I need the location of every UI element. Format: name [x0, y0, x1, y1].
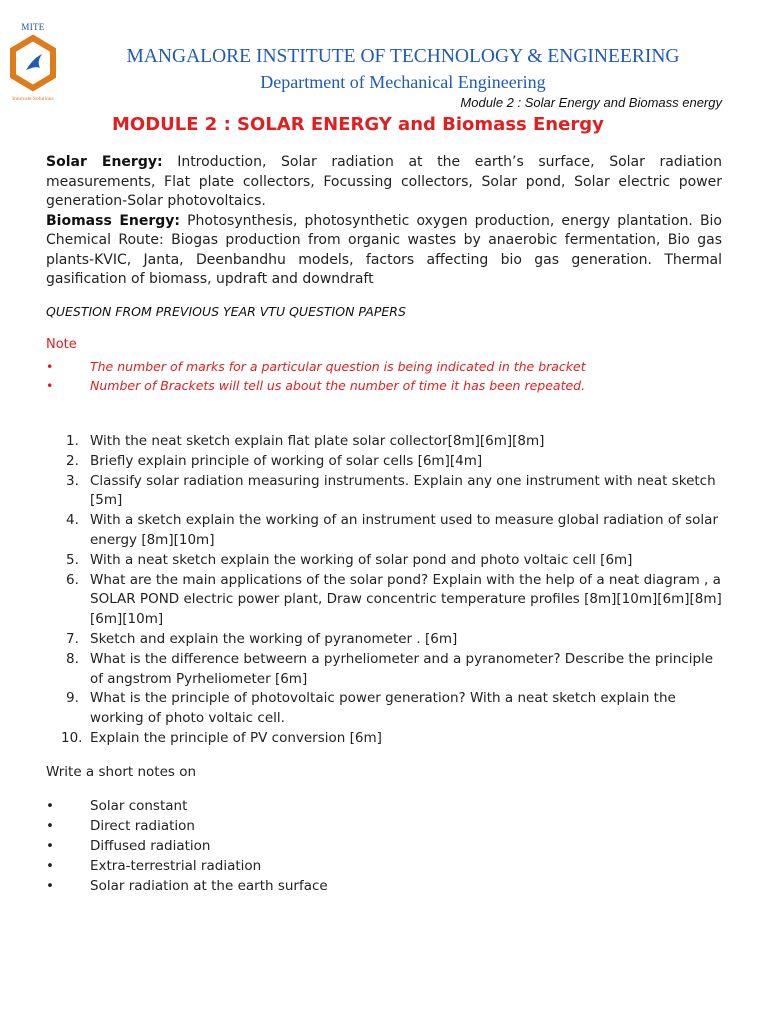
question-item: 6. What are the main applications of the solar pond? Explain with the help of a neat diagram , a SOLAR POND electric power plant, Draw concentric temperature profiles [8m][10m][6m][8m][6m][10m] — [66, 571, 722, 628]
note-list — [46, 357, 706, 395]
question-item: 2. Briefly explain principle of working of solar cells [6m][4m] — [66, 452, 483, 469]
bullet: • — [46, 878, 54, 894]
bullet: • — [46, 858, 54, 874]
biomass-energy-label: Biomass Energy: — [46, 212, 180, 229]
solar-energy-text: Introduction, Solar radiation at the earth’s surface, Solar radiation measurements, Flat plate collectors, Focussing collectors, Solar pond, Solar electric power generation-Solar photovoltaics. — [46, 154, 722, 209]
biomass-energy-paragraph — [46, 212, 722, 290]
question-item: 4. With a sketch explain the working of an instrument used to measure global radiation of solar energy [8m][10m] — [66, 512, 719, 548]
question-item: 1. With the neat sketch explain flat plate solar collector[8m][6m][8m] — [66, 433, 545, 449]
solar-energy-paragraph — [46, 153, 722, 212]
bullet: • — [46, 798, 54, 814]
hexagon-bird-icon — [8, 34, 58, 94]
question-item: 9. What is the principle of photovoltaic power generation? With a neat sketch explain the working of photo voltaic cell. — [66, 690, 676, 727]
solar-energy-label: Solar Energy: — [46, 154, 163, 170]
short-note-item: • Direct radiation — [46, 818, 195, 834]
question-item: 8. What is the difference betweern a pyrheliometer and a pyranometer? Describe the principle of angstrom Pyrheliometer [6m] — [66, 650, 714, 687]
department-name: Department of Mechanical Engineering — [260, 72, 546, 92]
biomass-energy-text: Photosynthesis, photosynthetic oxygen production, energy plantation. Bio Chemical Route: Biogas production from organic wastes by anaerobic fermentation, Bio gas plants-KVIC, Janta, Deenbandhu models, factors affecting bio gas generation. Thermal gasification of biomass, updraft and downdraft — [46, 212, 723, 287]
question-item: 7. Sketch and explain the working of pyranometer . [6m] — [66, 630, 458, 647]
note-label: Note — [46, 337, 77, 352]
note-item: • The number of marks for a particular question is being indicated in the bracket — [46, 359, 586, 374]
note-item: • Number of Brackets will tell us about the number of time it has been repeated. — [46, 378, 586, 393]
short-notes-list — [46, 796, 646, 896]
short-notes-heading: Write a short notes on — [46, 764, 197, 780]
bullet: • — [46, 378, 54, 393]
short-note-item: • Diffused radiation — [46, 838, 211, 854]
question-item: 10. Explain the principle of PV conversion [6m] — [61, 729, 382, 746]
module-title: MODULE 2 : SOLAR ENERGY and Biomass Energy — [112, 114, 604, 135]
bullet: • — [46, 359, 54, 374]
question-item: 3. Classify solar radiation measuring instruments. Explain any one instrument with neat sketch [5m] — [66, 472, 716, 509]
short-note-item: • Solar constant — [46, 798, 188, 814]
institute-logo — [4, 22, 62, 106]
institute-name: MANGALORE INSTITUTE OF TECHNOLOGY & ENGINEERING — [126, 46, 680, 67]
syllabus-intro — [46, 153, 722, 290]
logo-text: MITE — [21, 22, 45, 32]
logo-subtext: Innovate Solutions — [12, 96, 54, 102]
short-note-item: • Solar radiation at the earth surface — [46, 878, 328, 894]
short-note-item: • Extra-terrestrial radiation — [46, 858, 262, 874]
module-subtitle: Module 2 : Solar Energy and Biomass energy — [460, 95, 722, 110]
bullet: • — [46, 818, 54, 834]
question-list — [46, 432, 722, 749]
question-item: 5. With a neat sketch explain the working of solar pond and photo voltaic cell [6m] — [66, 551, 633, 568]
questions-heading: QUESTION FROM PREVIOUS YEAR VTU QUESTION PAPERS — [46, 304, 406, 319]
bullet: • — [46, 838, 54, 854]
